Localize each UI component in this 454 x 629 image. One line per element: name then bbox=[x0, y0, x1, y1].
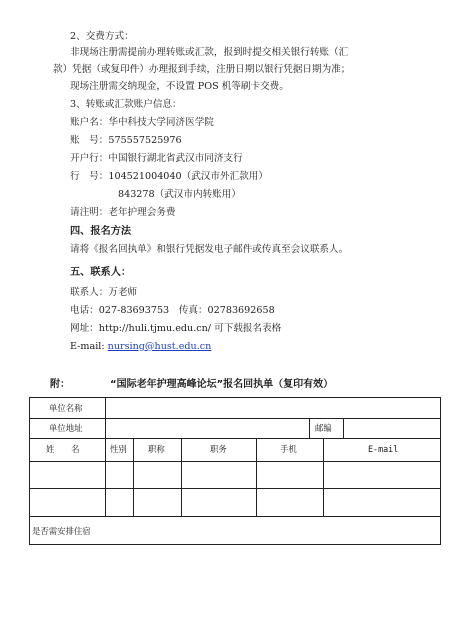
table-rule bbox=[30, 488, 440, 489]
header-title: 职称 bbox=[148, 444, 165, 454]
account-name-row bbox=[70, 116, 214, 129]
account-name-value: 华中科技大学同济医学院 bbox=[108, 117, 214, 128]
postcode-label: 邮编 bbox=[315, 423, 332, 433]
account-bank-row bbox=[70, 152, 243, 165]
payment-paragraph-line-3: 现场注册需交纳现金，不设置 POS 机等刷卡交费。 bbox=[70, 81, 289, 92]
table-rule bbox=[30, 516, 440, 517]
form-title-row bbox=[50, 375, 333, 390]
account-row-number-row bbox=[70, 170, 268, 183]
account-row-number-value-2: 843278（武汉市内转账用） bbox=[118, 189, 241, 200]
website-url[interactable]: http://huli.tjmu.edu.cn/ bbox=[98, 323, 212, 334]
table-rule bbox=[30, 438, 440, 439]
header-gender: 性别 bbox=[110, 444, 127, 454]
table-rule bbox=[256, 438, 257, 516]
contact-heading: 五、联系人： bbox=[70, 267, 132, 278]
header-name: 姓 名 bbox=[46, 444, 80, 454]
account-note-label: 请注明： bbox=[70, 207, 109, 218]
contact-phone-fax: 电话：027-83693753 传真：02783692658 bbox=[70, 305, 275, 316]
account-name-label: 账户名： bbox=[70, 117, 109, 128]
account-bank-label: 开户行： bbox=[70, 153, 109, 164]
account-note-row bbox=[70, 206, 176, 219]
account-bank-value: 中国银行湖北省武汉市同济支行 bbox=[108, 153, 243, 164]
accommodation-label: 是否需安排住宿 bbox=[32, 526, 91, 536]
table-rule bbox=[30, 461, 440, 462]
registration-heading: 四、报名方法 bbox=[70, 226, 132, 237]
payment-heading: 2、交费方式： bbox=[70, 31, 134, 42]
registration-text: 请将《报名回执单》和银行凭据发电子邮件或传真至会议联系人。 bbox=[70, 244, 349, 255]
account-note-value: 老年护理会务费 bbox=[108, 207, 176, 218]
contact-person: 联系人：万老师 bbox=[70, 287, 138, 298]
account-row-number-label: 行 号： bbox=[70, 171, 109, 182]
account-number-label: 账 号： bbox=[70, 135, 109, 146]
form-prefix: 附： bbox=[50, 379, 70, 390]
website-note: 可下载报名表格 bbox=[214, 323, 282, 334]
form-title: “国际老年护理高峰论坛”报名回执单（复印有效） bbox=[110, 379, 334, 390]
payment-paragraph-line-2: 款）凭据（或复印件）办理报到手续，注册日期以银行凭据日期为准； bbox=[53, 64, 351, 75]
header-email: E-mail bbox=[368, 444, 399, 454]
account-row-number-value-1: 104521004040（武汉市外汇款用） bbox=[108, 171, 268, 182]
table-rule bbox=[105, 438, 106, 516]
unit-name-label: 单位名称 bbox=[49, 403, 83, 413]
account-heading: 3、转账或汇款账户信息： bbox=[70, 99, 182, 110]
registration-form-table bbox=[29, 397, 441, 545]
account-number-value: 575557525976 bbox=[108, 135, 182, 146]
payment-paragraph-line-1: 非现场注册需提前办理转账或汇款，报到时提交相关银行转账（汇 bbox=[70, 47, 349, 58]
website-label: 网址： bbox=[70, 323, 99, 334]
table-rule bbox=[309, 418, 310, 438]
unit-address-label: 单位地址 bbox=[49, 423, 83, 433]
table-rule bbox=[181, 438, 182, 516]
header-position: 职务 bbox=[210, 444, 227, 454]
header-mobile: 手机 bbox=[280, 444, 297, 454]
email-label: E-mail: bbox=[70, 341, 108, 352]
table-rule bbox=[343, 418, 344, 438]
email-link[interactable]: nursing@hust.edu.cn bbox=[107, 341, 212, 352]
account-number-row bbox=[70, 134, 182, 147]
contact-website-row bbox=[70, 322, 281, 335]
contact-email-row bbox=[70, 340, 211, 353]
table-rule bbox=[323, 438, 324, 516]
table-rule bbox=[133, 438, 134, 516]
table-rule bbox=[30, 418, 440, 419]
